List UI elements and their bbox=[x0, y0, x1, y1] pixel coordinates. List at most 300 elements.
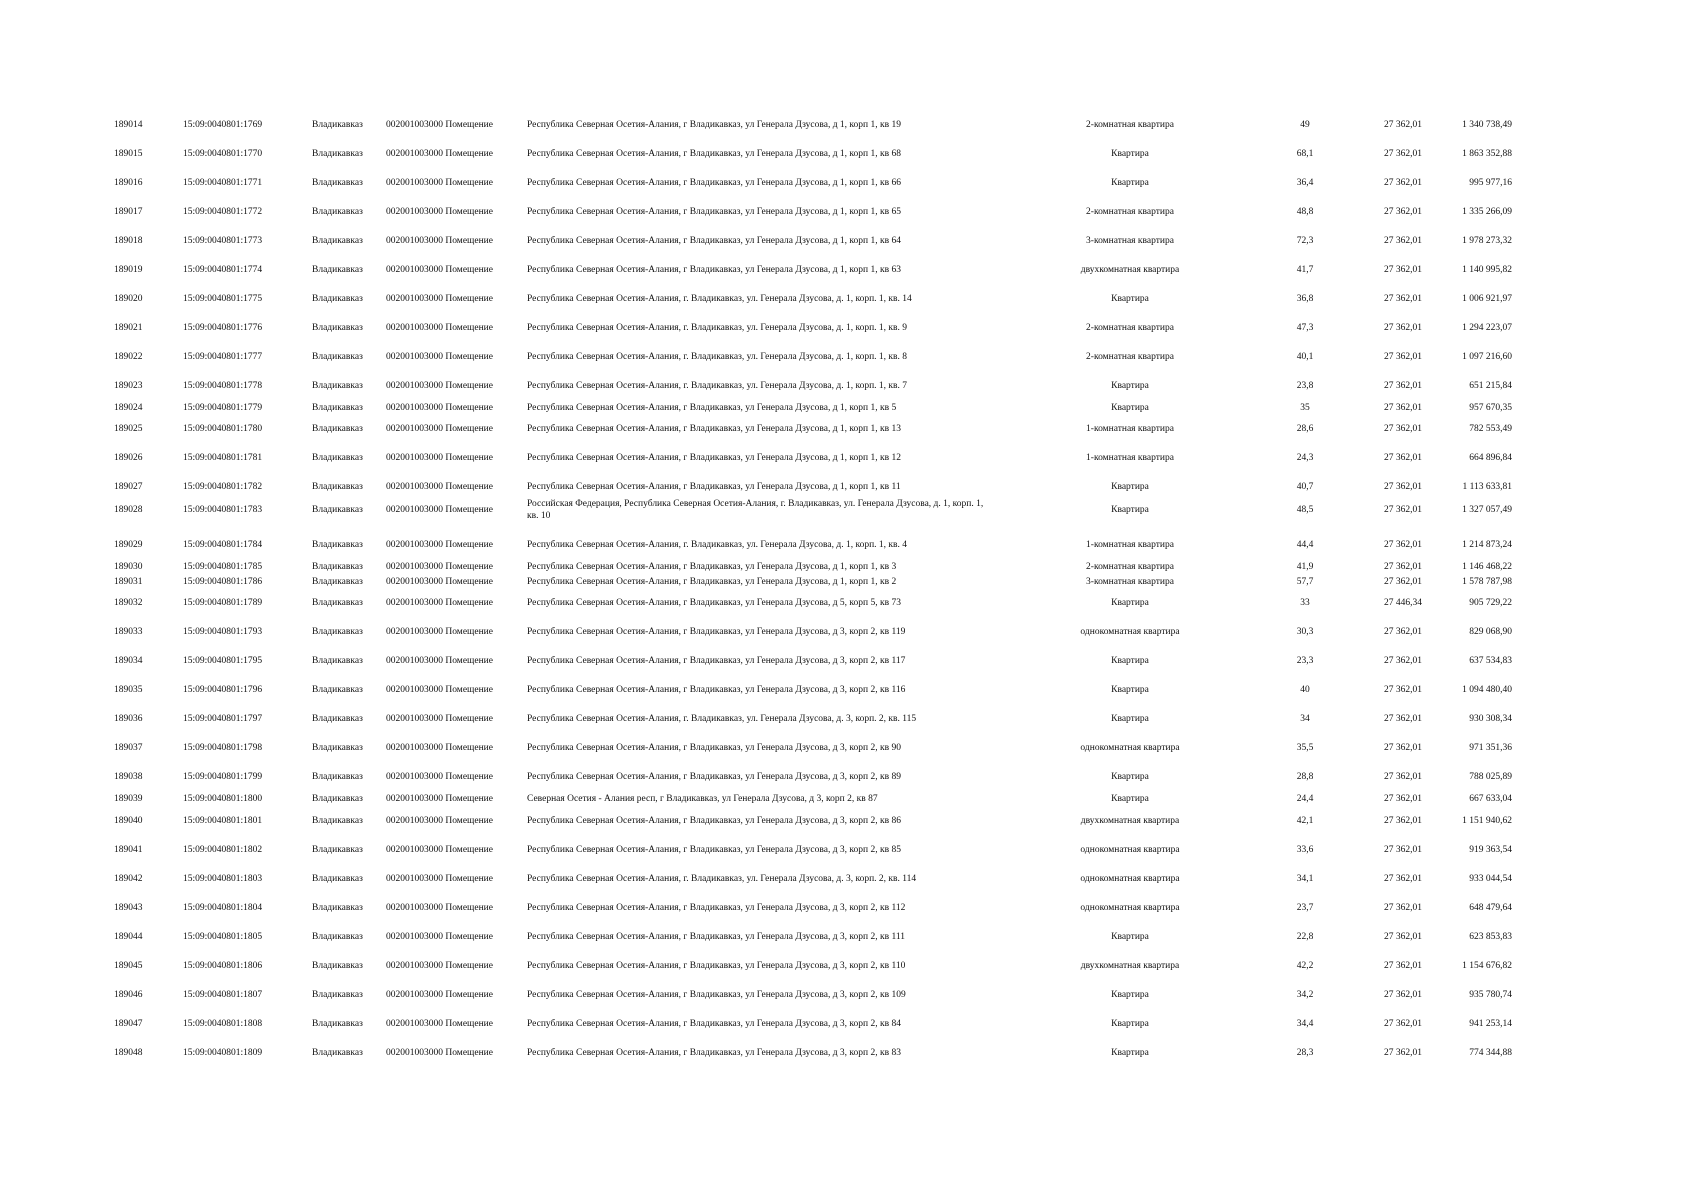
object-name-cell: 2-комнатная квартира bbox=[1086, 352, 1174, 362]
area-cell: 23,3 bbox=[1296, 656, 1314, 666]
object-name-cell: однокомнатная квартира bbox=[1080, 627, 1180, 637]
cadastral-number-cell: 15:09:0040801:1795 bbox=[183, 656, 263, 666]
cadastral-number-cell: 15:09:0040801:1802 bbox=[183, 845, 263, 855]
city-cell: Владикавказ bbox=[312, 794, 363, 804]
cadastral-number-cell: 15:09:0040801:1772 bbox=[183, 207, 263, 217]
cadastral-value-cell: 1 978 273,32 bbox=[1462, 236, 1512, 246]
cadastral-value-cell: 1 340 738,49 bbox=[1462, 120, 1512, 130]
address-cell: Республика Северная Осетия-Алания, г Владикавказ, ул Генерала Дзусова, д 3, корп 2, кв 111 bbox=[527, 932, 906, 942]
area-cell: 33 bbox=[1300, 598, 1310, 608]
cadastral-value-cell: 1 113 633,81 bbox=[1462, 482, 1512, 492]
cadastral-value-cell: 774 344,88 bbox=[1469, 1048, 1512, 1058]
city-cell: Владикавказ bbox=[312, 874, 363, 884]
address-cell: Республика Северная Осетия-Алания, г Владикавказ, ул Генерала Дзусова, д 3, корп 2, кв 83 bbox=[527, 1048, 901, 1058]
object-name-cell: 3-комнатная квартира bbox=[1086, 236, 1174, 246]
specific-cost-cell: 27 362,01 bbox=[1384, 961, 1422, 971]
address-cell: Республика Северная Осетия-Алания, г. Владикавказ, ул. Генерала Дзусова, д. 1, корп. 1, кв. 9 bbox=[527, 323, 908, 333]
specific-cost-cell: 27 362,01 bbox=[1384, 381, 1422, 391]
city-cell: Владикавказ bbox=[312, 932, 363, 942]
object-type-cell: 002001003000 Помещение bbox=[386, 743, 493, 753]
address-cell: Республика Северная Осетия-Алания, г. Владикавказ, ул. Генерала Дзусова, д. 1, корп. 1, кв. 14 bbox=[527, 294, 912, 304]
object-name-cell: 1-комнатная квартира bbox=[1086, 453, 1174, 463]
area-cell: 28,6 bbox=[1296, 424, 1314, 434]
cadastral-value-cell: 971 351,36 bbox=[1469, 743, 1512, 753]
area-cell: 42,2 bbox=[1296, 961, 1314, 971]
row-id-cell: 189023 bbox=[114, 381, 143, 391]
cadastral-number-cell: 15:09:0040801:1801 bbox=[183, 816, 263, 826]
area-cell: 41,7 bbox=[1296, 265, 1314, 275]
row-id-cell: 189038 bbox=[114, 772, 143, 782]
city-cell: Владикавказ bbox=[312, 845, 363, 855]
area-cell: 72,3 bbox=[1296, 236, 1314, 246]
cadastral-number-cell: 15:09:0040801:1784 bbox=[183, 540, 263, 550]
specific-cost-cell: 27 362,01 bbox=[1384, 352, 1422, 362]
specific-cost-cell: 27 362,01 bbox=[1384, 424, 1422, 434]
cadastral-number-cell: 15:09:0040801:1793 bbox=[183, 627, 263, 637]
specific-cost-cell: 27 362,01 bbox=[1384, 265, 1422, 275]
cadastral-number-cell: 15:09:0040801:1770 bbox=[183, 149, 263, 159]
area-cell: 40,7 bbox=[1296, 482, 1314, 492]
city-cell: Владикавказ bbox=[312, 816, 363, 826]
object-name-cell: Квартира bbox=[1111, 178, 1149, 188]
cadastral-number-cell: 15:09:0040801:1803 bbox=[183, 874, 263, 884]
cadastral-value-cell: 637 534,83 bbox=[1469, 656, 1512, 666]
area-cell: 28,8 bbox=[1296, 772, 1314, 782]
object-name-cell: Квартира bbox=[1111, 403, 1149, 413]
cadastral-value-cell: 623 853,83 bbox=[1469, 932, 1512, 942]
city-cell: Владикавказ bbox=[312, 961, 363, 971]
row-id-cell: 189019 bbox=[114, 265, 143, 275]
object-name-cell: Квартира bbox=[1111, 990, 1149, 1000]
object-type-cell: 002001003000 Помещение bbox=[386, 598, 493, 608]
object-name-cell: однокомнатная квартира bbox=[1080, 743, 1180, 753]
object-name-cell: Квартира bbox=[1111, 482, 1149, 492]
object-name-cell: однокомнатная квартира bbox=[1080, 874, 1180, 884]
object-type-cell: 002001003000 Помещение bbox=[386, 482, 493, 492]
row-id-cell: 189016 bbox=[114, 178, 143, 188]
cadastral-value-cell: 933 044,54 bbox=[1469, 874, 1512, 884]
city-cell: Владикавказ bbox=[312, 577, 363, 587]
cadastral-value-cell: 1 140 995,82 bbox=[1462, 265, 1512, 275]
object-name-cell: Квартира bbox=[1111, 932, 1149, 942]
object-type-cell: 002001003000 Помещение bbox=[386, 772, 493, 782]
specific-cost-cell: 27 362,01 bbox=[1384, 990, 1422, 1000]
cadastral-number-cell: 15:09:0040801:1800 bbox=[183, 794, 263, 804]
row-id-cell: 189017 bbox=[114, 207, 143, 217]
cadastral-value-cell: 667 633,04 bbox=[1469, 794, 1512, 804]
specific-cost-cell: 27 362,01 bbox=[1384, 323, 1422, 333]
object-type-cell: 002001003000 Помещение bbox=[386, 453, 493, 463]
object-name-cell: 2-комнатная квартира bbox=[1086, 120, 1174, 130]
row-id-cell: 189031 bbox=[114, 577, 143, 587]
cadastral-value-cell: 995 977,16 bbox=[1469, 178, 1512, 188]
specific-cost-cell: 27 362,01 bbox=[1384, 120, 1422, 130]
row-id-cell: 189030 bbox=[114, 562, 143, 572]
cadastral-value-cell: 1 151 940,62 bbox=[1462, 816, 1512, 826]
city-cell: Владикавказ bbox=[312, 714, 363, 724]
area-cell: 68,1 bbox=[1296, 149, 1314, 159]
city-cell: Владикавказ bbox=[312, 424, 363, 434]
object-type-cell: 002001003000 Помещение bbox=[386, 990, 493, 1000]
row-id-cell: 189014 bbox=[114, 120, 143, 130]
row-id-cell: 189041 bbox=[114, 845, 143, 855]
row-id-cell: 189037 bbox=[114, 743, 143, 753]
object-name-cell: 3-комнатная квартира bbox=[1086, 577, 1174, 587]
specific-cost-cell: 27 446,34 bbox=[1384, 598, 1422, 608]
cadastral-value-cell: 1 094 480,40 bbox=[1462, 685, 1512, 695]
specific-cost-cell: 27 362,01 bbox=[1384, 403, 1422, 413]
cadastral-number-cell: 15:09:0040801:1776 bbox=[183, 323, 263, 333]
address-cell: Северная Осетия - Алания респ, г Владикавказ, ул Генерала Дзусова, д 3, корп 2, кв 87 bbox=[527, 794, 878, 804]
address-cell: Республика Северная Осетия-Алания, г. Владикавказ, ул. Генерала Дзусова, д. 1, корп. 1, кв. 7 bbox=[527, 381, 908, 391]
cadastral-number-cell: 15:09:0040801:1775 bbox=[183, 294, 263, 304]
cadastral-number-cell: 15:09:0040801:1773 bbox=[183, 236, 263, 246]
row-id-cell: 189026 bbox=[114, 453, 143, 463]
area-cell: 36,8 bbox=[1296, 294, 1314, 304]
specific-cost-cell: 27 362,01 bbox=[1384, 794, 1422, 804]
area-cell: 48,8 bbox=[1296, 207, 1314, 217]
object-type-cell: 002001003000 Помещение bbox=[386, 874, 493, 884]
cadastral-value-cell: 957 670,35 bbox=[1469, 403, 1512, 413]
cadastral-number-cell: 15:09:0040801:1797 bbox=[183, 714, 263, 724]
object-name-cell: Квартира bbox=[1111, 149, 1149, 159]
address-cell: Республика Северная Осетия-Алания, г. Владикавказ, ул. Генерала Дзусова, д. 1, корп. 1, кв. 8 bbox=[527, 352, 908, 362]
object-type-cell: 002001003000 Помещение bbox=[386, 961, 493, 971]
cadastral-value-cell: 1 154 676,82 bbox=[1462, 961, 1512, 971]
cadastral-number-cell: 15:09:0040801:1783 bbox=[183, 505, 263, 515]
area-cell: 49 bbox=[1300, 120, 1310, 130]
cadastral-number-cell: 15:09:0040801:1809 bbox=[183, 1048, 263, 1058]
cadastral-number-cell: 15:09:0040801:1808 bbox=[183, 1019, 263, 1029]
address-cell: Республика Северная Осетия-Алания, г. Владикавказ, ул. Генерала Дзусова, д. 3, корп. 2, кв. 115 bbox=[527, 714, 917, 724]
row-id-cell: 189021 bbox=[114, 323, 143, 333]
cadastral-number-cell: 15:09:0040801:1796 bbox=[183, 685, 263, 695]
object-type-cell: 002001003000 Помещение bbox=[386, 424, 493, 434]
cadastral-value-cell: 788 025,89 bbox=[1469, 772, 1512, 782]
specific-cost-cell: 27 362,01 bbox=[1384, 932, 1422, 942]
object-type-cell: 002001003000 Помещение bbox=[386, 207, 493, 217]
object-name-cell: однокомнатная квартира bbox=[1080, 903, 1180, 913]
specific-cost-cell: 27 362,01 bbox=[1384, 482, 1422, 492]
object-name-cell: 1-комнатная квартира bbox=[1086, 424, 1174, 434]
object-name-cell: Квартира bbox=[1111, 294, 1149, 304]
address-cell: Республика Северная Осетия-Алания, г Владикавказ, ул Генерала Дзусова, д 3, корп 2, кв 89 bbox=[527, 772, 901, 782]
address-cell: Республика Северная Осетия-Алания, г Владикавказ, ул Генерала Дзусова, д 1, корп 1, кв 65 bbox=[527, 207, 901, 217]
city-cell: Владикавказ bbox=[312, 294, 363, 304]
row-id-cell: 189036 bbox=[114, 714, 143, 724]
area-cell: 34,1 bbox=[1296, 874, 1314, 884]
city-cell: Владикавказ bbox=[312, 772, 363, 782]
specific-cost-cell: 27 362,01 bbox=[1384, 627, 1422, 637]
object-type-cell: 002001003000 Помещение bbox=[386, 714, 493, 724]
specific-cost-cell: 27 362,01 bbox=[1384, 505, 1422, 515]
city-cell: Владикавказ bbox=[312, 743, 363, 753]
specific-cost-cell: 27 362,01 bbox=[1384, 685, 1422, 695]
object-type-cell: 002001003000 Помещение bbox=[386, 381, 493, 391]
row-id-cell: 189027 bbox=[114, 482, 143, 492]
address-cell: Республика Северная Осетия-Алания, г Владикавказ, ул Генерала Дзусова, д 3, корп 2, кв 117 bbox=[527, 656, 906, 666]
specific-cost-cell: 27 362,01 bbox=[1384, 207, 1422, 217]
city-cell: Владикавказ bbox=[312, 207, 363, 217]
row-id-cell: 189048 bbox=[114, 1048, 143, 1058]
object-name-cell: 1-комнатная квартира bbox=[1086, 540, 1174, 550]
row-id-cell: 189024 bbox=[114, 403, 143, 413]
address-cell: Республика Северная Осетия-Алания, г Владикавказ, ул Генерала Дзусова, д 1, корп 1, кв 19 bbox=[527, 120, 901, 130]
object-type-cell: 002001003000 Помещение bbox=[386, 352, 493, 362]
cadastral-value-cell: 905 729,22 bbox=[1469, 598, 1512, 608]
city-cell: Владикавказ bbox=[312, 178, 363, 188]
object-name-cell: двухкомнатная квартира bbox=[1080, 961, 1180, 971]
object-name-cell: 2-комнатная квартира bbox=[1086, 207, 1174, 217]
address-cell: Республика Северная Осетия-Алания, г Владикавказ, ул Генерала Дзусова, д 3, корп 2, кв 109 bbox=[527, 990, 906, 1000]
object-type-cell: 002001003000 Помещение bbox=[386, 656, 493, 666]
area-cell: 40,1 bbox=[1296, 352, 1314, 362]
object-name-cell: Квартира bbox=[1111, 598, 1149, 608]
object-type-cell: 002001003000 Помещение bbox=[386, 540, 493, 550]
row-id-cell: 189047 bbox=[114, 1019, 143, 1029]
area-cell: 41,9 bbox=[1296, 562, 1314, 572]
address-cell: Республика Северная Осетия-Алания, г Владикавказ, ул Генерала Дзусова, д 3, корп 2, кв 116 bbox=[527, 685, 906, 695]
city-cell: Владикавказ bbox=[312, 1019, 363, 1029]
cadastral-value-cell: 941 253,14 bbox=[1469, 1019, 1512, 1029]
specific-cost-cell: 27 362,01 bbox=[1384, 845, 1422, 855]
row-id-cell: 189040 bbox=[114, 816, 143, 826]
cadastral-value-cell: 782 553,49 bbox=[1469, 424, 1512, 434]
object-name-cell: Квартира bbox=[1111, 381, 1149, 391]
object-type-cell: 002001003000 Помещение bbox=[386, 265, 493, 275]
city-cell: Владикавказ bbox=[312, 236, 363, 246]
area-cell: 47,3 bbox=[1296, 323, 1314, 333]
object-name-cell: 2-комнатная квартира bbox=[1086, 562, 1174, 572]
city-cell: Владикавказ bbox=[312, 352, 363, 362]
object-type-cell: 002001003000 Помещение bbox=[386, 294, 493, 304]
row-id-cell: 189032 bbox=[114, 598, 143, 608]
address-cell: Республика Северная Осетия-Алания, г Владикавказ, ул Генерала Дзусова, д 1, корп 1, кв 3 bbox=[527, 562, 897, 572]
cadastral-number-cell: 15:09:0040801:1781 bbox=[183, 453, 263, 463]
object-name-cell: Квартира bbox=[1111, 685, 1149, 695]
object-name-cell: однокомнатная квартира bbox=[1080, 845, 1180, 855]
specific-cost-cell: 27 362,01 bbox=[1384, 178, 1422, 188]
city-cell: Владикавказ bbox=[312, 562, 363, 572]
specific-cost-cell: 27 362,01 bbox=[1384, 294, 1422, 304]
cadastral-number-cell: 15:09:0040801:1774 bbox=[183, 265, 263, 275]
object-type-cell: 002001003000 Помещение bbox=[386, 120, 493, 130]
cadastral-number-cell: 15:09:0040801:1807 bbox=[183, 990, 263, 1000]
object-type-cell: 002001003000 Помещение bbox=[386, 1048, 493, 1058]
row-id-cell: 189046 bbox=[114, 990, 143, 1000]
object-type-cell: 002001003000 Помещение bbox=[386, 149, 493, 159]
address-cell: Республика Северная Осетия-Алания, г. Владикавказ, ул. Генерала Дзусова, д. 1, корп. 1, кв. 4 bbox=[527, 540, 908, 550]
city-cell: Владикавказ bbox=[312, 381, 363, 391]
city-cell: Владикавказ bbox=[312, 120, 363, 130]
object-type-cell: 002001003000 Помещение bbox=[386, 505, 493, 515]
address-cell: Республика Северная Осетия-Алания, г Владикавказ, ул Генерала Дзусова, д 1, корп 1, кв 63 bbox=[527, 265, 901, 275]
area-cell: 35 bbox=[1300, 403, 1310, 413]
address-cell: Республика Северная Осетия-Алания, г Владикавказ, ул Генерала Дзусова, д 3, корп 2, кв 85 bbox=[527, 845, 901, 855]
object-type-cell: 002001003000 Помещение bbox=[386, 577, 493, 587]
row-id-cell: 189045 bbox=[114, 961, 143, 971]
row-id-cell: 189028 bbox=[114, 505, 143, 515]
object-name-cell: Квартира bbox=[1111, 1019, 1149, 1029]
row-id-cell: 189022 bbox=[114, 352, 143, 362]
cadastral-value-cell: 1 294 223,07 bbox=[1462, 323, 1512, 333]
city-cell: Владикавказ bbox=[312, 598, 363, 608]
cadastral-value-cell: 829 068,90 bbox=[1469, 627, 1512, 637]
cadastral-value-cell: 1 863 352,88 bbox=[1462, 149, 1512, 159]
address-cell: Республика Северная Осетия-Алания, г Владикавказ, ул Генерала Дзусова, д 1, корп 1, кв 64 bbox=[527, 236, 901, 246]
address-cell: Республика Северная Осетия-Алания, г. Владикавказ, ул. Генерала Дзусова, д. 3, корп. 2, кв. 114 bbox=[527, 874, 917, 884]
area-cell: 24,3 bbox=[1296, 453, 1314, 463]
city-cell: Владикавказ bbox=[312, 685, 363, 695]
cadastral-value-cell: 648 479,64 bbox=[1469, 903, 1512, 913]
address-cell: Республика Северная Осетия-Алания, г Владикавказ, ул Генерала Дзусова, д 3, корп 2, кв 112 bbox=[527, 903, 906, 913]
city-cell: Владикавказ bbox=[312, 323, 363, 333]
cadastral-number-cell: 15:09:0040801:1786 bbox=[183, 577, 263, 587]
object-type-cell: 002001003000 Помещение bbox=[386, 236, 493, 246]
object-name-cell: Квартира bbox=[1111, 505, 1149, 515]
address-cell: Республика Северная Осетия-Алания, г Владикавказ, ул Генерала Дзусова, д 3, корп 2, кв 84 bbox=[527, 1019, 901, 1029]
object-type-cell: 002001003000 Помещение bbox=[386, 403, 493, 413]
specific-cost-cell: 27 362,01 bbox=[1384, 714, 1422, 724]
city-cell: Владикавказ bbox=[312, 990, 363, 1000]
city-cell: Владикавказ bbox=[312, 627, 363, 637]
specific-cost-cell: 27 362,01 bbox=[1384, 562, 1422, 572]
area-cell: 42,1 bbox=[1296, 816, 1314, 826]
cadastral-value-cell: 664 896,84 bbox=[1469, 453, 1512, 463]
area-cell: 44,4 bbox=[1296, 540, 1314, 550]
cadastral-value-cell: 651 215,84 bbox=[1469, 381, 1512, 391]
specific-cost-cell: 27 362,01 bbox=[1384, 1019, 1422, 1029]
area-cell: 22,8 bbox=[1296, 932, 1314, 942]
cadastral-value-cell: 1 578 787,98 bbox=[1462, 577, 1512, 587]
cadastral-number-cell: 15:09:0040801:1785 bbox=[183, 562, 263, 572]
cadastral-number-cell: 15:09:0040801:1799 bbox=[183, 772, 263, 782]
object-type-cell: 002001003000 Помещение bbox=[386, 845, 493, 855]
cadastral-value-cell: 935 780,74 bbox=[1469, 990, 1512, 1000]
cadastral-number-cell: 15:09:0040801:1782 bbox=[183, 482, 263, 492]
object-name-cell: 2-комнатная квартира bbox=[1086, 323, 1174, 333]
cadastral-value-cell: 1 327 057,49 bbox=[1462, 505, 1512, 515]
specific-cost-cell: 27 362,01 bbox=[1384, 453, 1422, 463]
object-type-cell: 002001003000 Помещение bbox=[386, 178, 493, 188]
specific-cost-cell: 27 362,01 bbox=[1384, 656, 1422, 666]
city-cell: Владикавказ bbox=[312, 903, 363, 913]
city-cell: Владикавказ bbox=[312, 540, 363, 550]
area-cell: 34,4 bbox=[1296, 1019, 1314, 1029]
specific-cost-cell: 27 362,01 bbox=[1384, 874, 1422, 884]
object-type-cell: 002001003000 Помещение bbox=[386, 816, 493, 826]
specific-cost-cell: 27 362,01 bbox=[1384, 540, 1422, 550]
cadastral-number-cell: 15:09:0040801:1806 bbox=[183, 961, 263, 971]
object-type-cell: 002001003000 Помещение bbox=[386, 1019, 493, 1029]
address-cell: Республика Северная Осетия-Алания, г Владикавказ, ул Генерала Дзусова, д 1, корп 1, кв 68 bbox=[527, 149, 901, 159]
address-cell: Республика Северная Осетия-Алания, г Владикавказ, ул Генерала Дзусова, д 1, корп 1, кв 5 bbox=[527, 403, 897, 413]
address-cell: Республика Северная Осетия-Алания, г Владикавказ, ул Генерала Дзусова, д 5, корп 5, кв 73 bbox=[527, 598, 901, 608]
cadastral-number-cell: 15:09:0040801:1798 bbox=[183, 743, 263, 753]
cadastral-number-cell: 15:09:0040801:1804 bbox=[183, 903, 263, 913]
specific-cost-cell: 27 362,01 bbox=[1384, 772, 1422, 782]
cadastral-number-cell: 15:09:0040801:1769 bbox=[183, 120, 263, 130]
row-id-cell: 189015 bbox=[114, 149, 143, 159]
object-type-cell: 002001003000 Помещение bbox=[386, 323, 493, 333]
row-id-cell: 189025 bbox=[114, 424, 143, 434]
area-cell: 24,4 bbox=[1296, 794, 1314, 804]
area-cell: 23,8 bbox=[1296, 381, 1314, 391]
row-id-cell: 189035 bbox=[114, 685, 143, 695]
cadastral-number-cell: 15:09:0040801:1780 bbox=[183, 424, 263, 434]
address-cell: Республика Северная Осетия-Алания, г Владикавказ, ул Генерала Дзусова, д 1, корп 1, кв 11 bbox=[527, 482, 901, 492]
object-name-cell: Квартира bbox=[1111, 714, 1149, 724]
specific-cost-cell: 27 362,01 bbox=[1384, 903, 1422, 913]
object-type-cell: 002001003000 Помещение bbox=[386, 794, 493, 804]
specific-cost-cell: 27 362,01 bbox=[1384, 236, 1422, 246]
city-cell: Владикавказ bbox=[312, 265, 363, 275]
cadastral-value-cell: 1 097 216,60 bbox=[1462, 352, 1512, 362]
row-id-cell: 189033 bbox=[114, 627, 143, 637]
object-type-cell: 002001003000 Помещение bbox=[386, 562, 493, 572]
city-cell: Владикавказ bbox=[312, 149, 363, 159]
address-cell: Республика Северная Осетия-Алания, г Владикавказ, ул Генерала Дзусова, д 3, корп 2, кв 86 bbox=[527, 816, 901, 826]
row-id-cell: 189020 bbox=[114, 294, 143, 304]
city-cell: Владикавказ bbox=[312, 403, 363, 413]
row-id-cell: 189043 bbox=[114, 903, 143, 913]
area-cell: 28,3 bbox=[1296, 1048, 1314, 1058]
object-type-cell: 002001003000 Помещение bbox=[386, 932, 493, 942]
row-id-cell: 189029 bbox=[114, 540, 143, 550]
cadastral-value-cell: 930 308,34 bbox=[1469, 714, 1512, 724]
city-cell: Владикавказ bbox=[312, 1048, 363, 1058]
cadastral-number-cell: 15:09:0040801:1805 bbox=[183, 932, 263, 942]
object-name-cell: Квартира bbox=[1111, 772, 1149, 782]
object-name-cell: Квартира bbox=[1111, 1048, 1149, 1058]
city-cell: Владикавказ bbox=[312, 656, 363, 666]
object-type-cell: 002001003000 Помещение bbox=[386, 903, 493, 913]
specific-cost-cell: 27 362,01 bbox=[1384, 149, 1422, 159]
specific-cost-cell: 27 362,01 bbox=[1384, 816, 1422, 826]
city-cell: Владикавказ bbox=[312, 482, 363, 492]
cadastral-number-cell: 15:09:0040801:1777 bbox=[183, 352, 263, 362]
area-cell: 30,3 bbox=[1296, 627, 1314, 637]
object-type-cell: 002001003000 Помещение bbox=[386, 685, 493, 695]
row-id-cell: 189042 bbox=[114, 874, 143, 884]
object-name-cell: Квартира bbox=[1111, 794, 1149, 804]
address-cell: Республика Северная Осетия-Алания, г Владикавказ, ул Генерала Дзусова, д 3, корп 2, кв 110 bbox=[527, 961, 906, 971]
row-id-cell: 189018 bbox=[114, 236, 143, 246]
cadastral-value-cell: 1 214 873,24 bbox=[1462, 540, 1512, 550]
object-name-cell: двухкомнатная квартира bbox=[1080, 265, 1180, 275]
address-cell: Республика Северная Осетия-Алания, г Владикавказ, ул Генерала Дзусова, д 1, корп 1, кв 13 bbox=[527, 424, 901, 434]
address-cell: Республика Северная Осетия-Алания, г Владикавказ, ул Генерала Дзусова, д 3, корп 2, кв 90 bbox=[527, 743, 901, 753]
row-id-cell: 189044 bbox=[114, 932, 143, 942]
cadastral-number-cell: 15:09:0040801:1778 bbox=[183, 381, 263, 391]
object-name-cell: Квартира bbox=[1111, 656, 1149, 666]
cadastral-number-cell: 15:09:0040801:1771 bbox=[183, 178, 263, 188]
area-cell: 48,5 bbox=[1296, 505, 1314, 515]
cadastral-number-cell: 15:09:0040801:1789 bbox=[183, 598, 263, 608]
area-cell: 23,7 bbox=[1296, 903, 1314, 913]
area-cell: 33,6 bbox=[1296, 845, 1314, 855]
area-cell: 34 bbox=[1300, 714, 1310, 724]
specific-cost-cell: 27 362,01 bbox=[1384, 1048, 1422, 1058]
cadastral-value-cell: 1 006 921,97 bbox=[1462, 294, 1512, 304]
city-cell: Владикавказ bbox=[312, 505, 363, 515]
area-cell: 36,4 bbox=[1296, 178, 1314, 188]
cadastral-value-cell: 919 363,54 bbox=[1469, 845, 1512, 855]
area-cell: 35,5 bbox=[1296, 743, 1314, 753]
area-cell: 57,7 bbox=[1296, 577, 1314, 587]
row-id-cell: 189034 bbox=[114, 656, 143, 666]
row-id-cell: 189039 bbox=[114, 794, 143, 804]
